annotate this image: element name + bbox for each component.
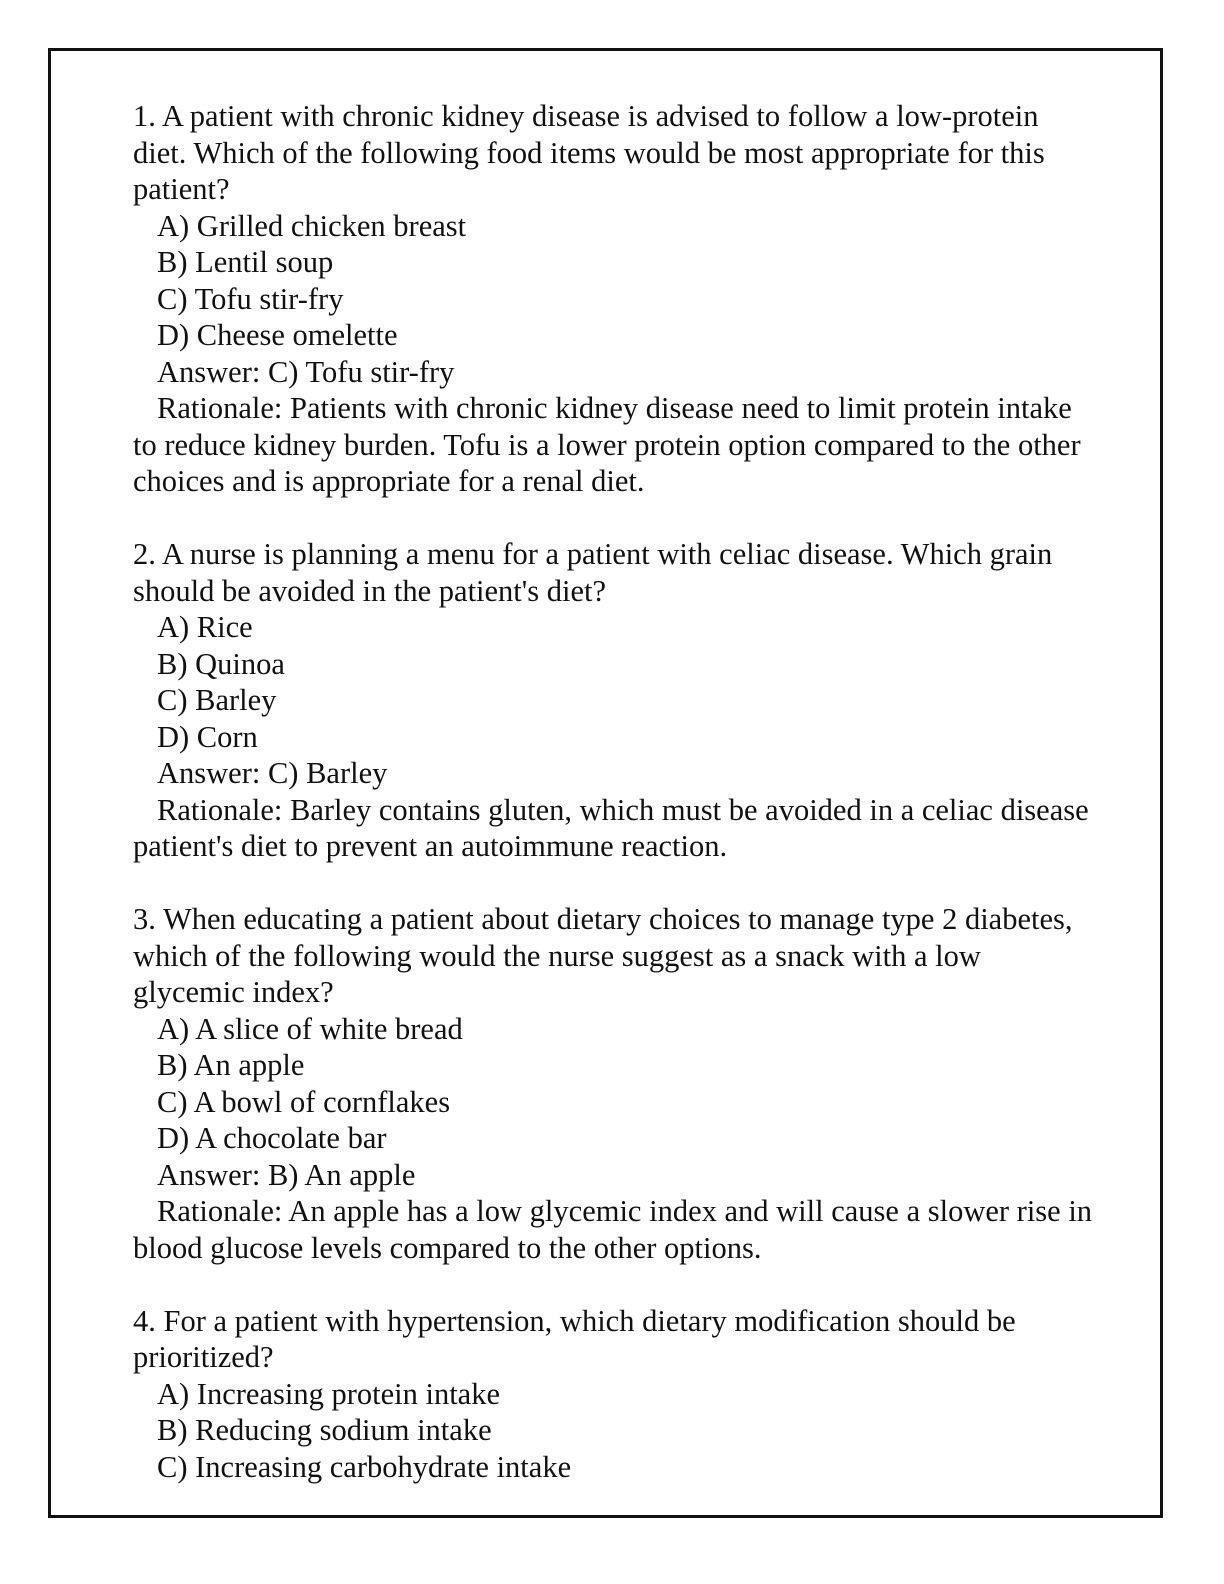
option-c: C) Tofu stir-fry: [157, 281, 344, 316]
option-c: C) Barley: [157, 683, 277, 717]
question-text: 4. For a patient with hypertension, which dietary modification should be prioritized?: [133, 1303, 1016, 1374]
option-b: B) Reducing sodium intake: [157, 1413, 492, 1447]
option-a: A) Rice: [157, 610, 253, 644]
question-1: [133, 98, 1093, 500]
option-a: A) Increasing protein intake: [157, 1376, 500, 1411]
answer-line: Answer: B) An apple: [157, 1157, 416, 1192]
rationale-text: Rationale: An apple has a low glycemic index and will cause a slower rise in blood glucose levels compared to the other options.: [133, 1194, 1093, 1265]
question-4: [133, 1303, 1093, 1486]
rationale-text: Rationale: Barley contains gluten, which must be avoided in a celiac disease patient's diet to prevent an autoimmune reaction.: [133, 792, 1089, 863]
question-text: 2. A nurse is planning a menu for a patient with celiac disease. Which grain should be avoided in the patient's diet?: [133, 537, 1053, 608]
question-3: [133, 901, 1093, 1266]
option-d: D) A chocolate bar: [157, 1121, 387, 1155]
document-content: [133, 98, 1093, 1522]
option-b: B) Quinoa: [157, 646, 285, 681]
answer-line: Answer: C) Tofu stir-fry: [157, 354, 455, 389]
option-a: A) A slice of white bread: [157, 1011, 463, 1046]
question-text: 1. A patient with chronic kidney disease is advised to follow a low-protein diet. Which of the following food items would be most appropriate for this patient?: [133, 99, 1045, 206]
question-2: [133, 536, 1093, 865]
question-text: 3. When educating a patient about dietary choices to manage type 2 diabetes, which of the following would the nurse suggest as a snack with a low glycemic index?: [133, 902, 1073, 1009]
option-d: D) Corn: [157, 719, 258, 754]
option-c: C) Increasing carbohydrate intake: [157, 1449, 572, 1484]
answer-line: Answer: C) Barley: [157, 756, 388, 790]
option-d: D) Cheese omelette: [157, 318, 398, 352]
option-b: B) Lentil soup: [157, 245, 334, 279]
option-c: C) A bowl of cornflakes: [157, 1084, 451, 1119]
option-b: B) An apple: [157, 1048, 305, 1082]
option-a: A) Grilled chicken breast: [157, 208, 467, 243]
rationale-text: Rationale: Patients with chronic kidney disease need to limit protein intake to reduce kidney burden. Tofu is a lower protein option compared to the other choices and is appropriate for a renal diet.: [133, 391, 1081, 498]
